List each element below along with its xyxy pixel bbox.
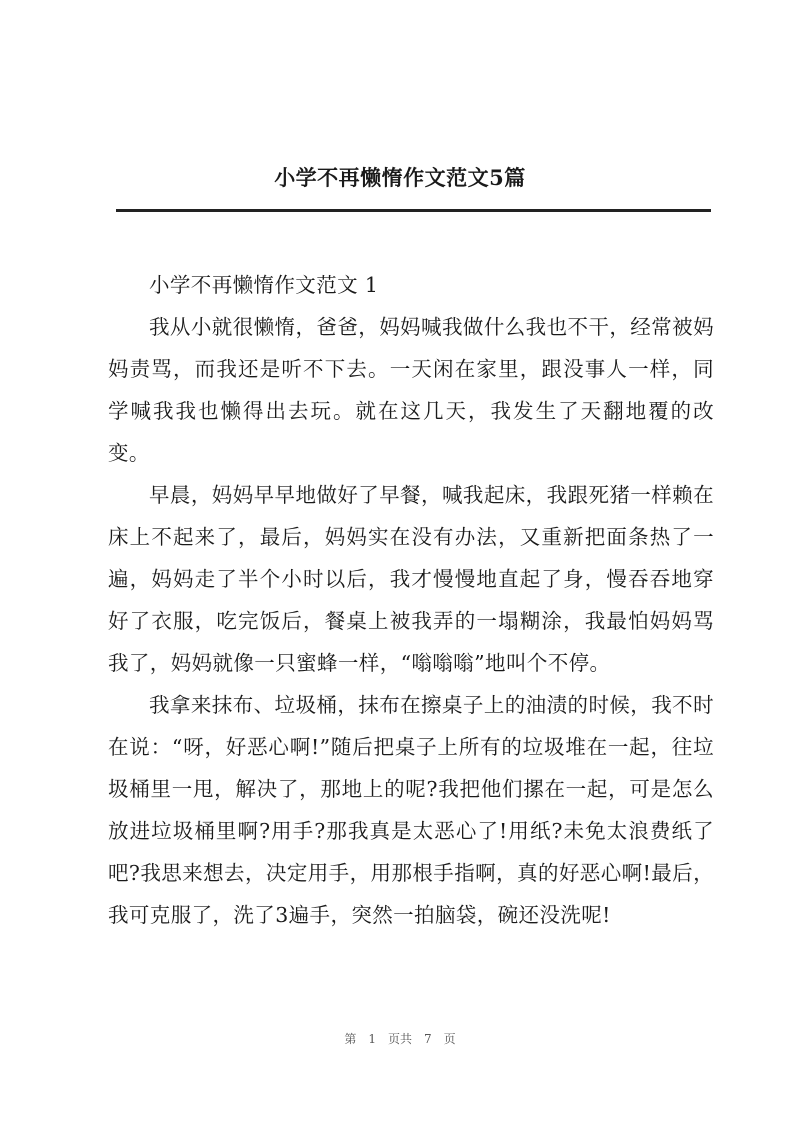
document-title: 小学不再懒惰作文范文5篇	[274, 165, 526, 190]
document-body	[108, 264, 714, 936]
title-underline-rule	[116, 209, 711, 212]
paragraph-2: 早晨，妈妈早早地做好了早餐，喊我起床，我跟死猪一样赖在床上不起来了，最后，妈妈实在没有办法，又重新把面条热了一遍，妈妈走了半个小时以后，我才慢慢地直起了身，慢吞吞地穿好了衣服，吃完饭后，餐桌上被我弄的一塌糊涂，我最怕妈妈骂我了，妈妈就像一只蜜蜂一样，“嗡嗡嗡”地叫个不停。	[108, 483, 714, 675]
paragraph-1: 我从小就很懒惰，爸爸，妈妈喊我做什么我也不干，经常被妈妈责骂，而我还是听不下去。一天闲在家里，跟没事人一样，同学喊我我也懒得出去玩。就在这几天，我发生了天翻地覆的改变。	[108, 315, 714, 465]
footer-suffix: 页	[443, 1032, 456, 1046]
footer-total-pages: 7	[424, 1032, 432, 1046]
paragraph-3: 我拿来抹布、垃圾桶，抹布在擦桌子上的油渍的时候，我不时在说：“呀，好恶心啊!”随后把桌子上所有的垃圾堆在一起，往垃圾桶里一甩，解决了，那地上的呢?我把他们摞在一起，可是怎么放进垃圾桶里啊?用手?那我真是太恶心了!用纸?未免太浪费纸了吧?我思来想去，决定用手，用那根手指啊，真的好恶心啊!最后，我可克服了，洗了3遍手，突然一拍脑袋，碗还没洗呢!	[108, 693, 714, 927]
footer-current-page: 1	[368, 1032, 376, 1046]
page-footer	[0, 1030, 800, 1048]
section-heading: 小学不再懒惰作文范文 1	[149, 273, 379, 297]
footer-mid: 页共	[387, 1032, 412, 1046]
footer-prefix: 第	[344, 1032, 357, 1046]
